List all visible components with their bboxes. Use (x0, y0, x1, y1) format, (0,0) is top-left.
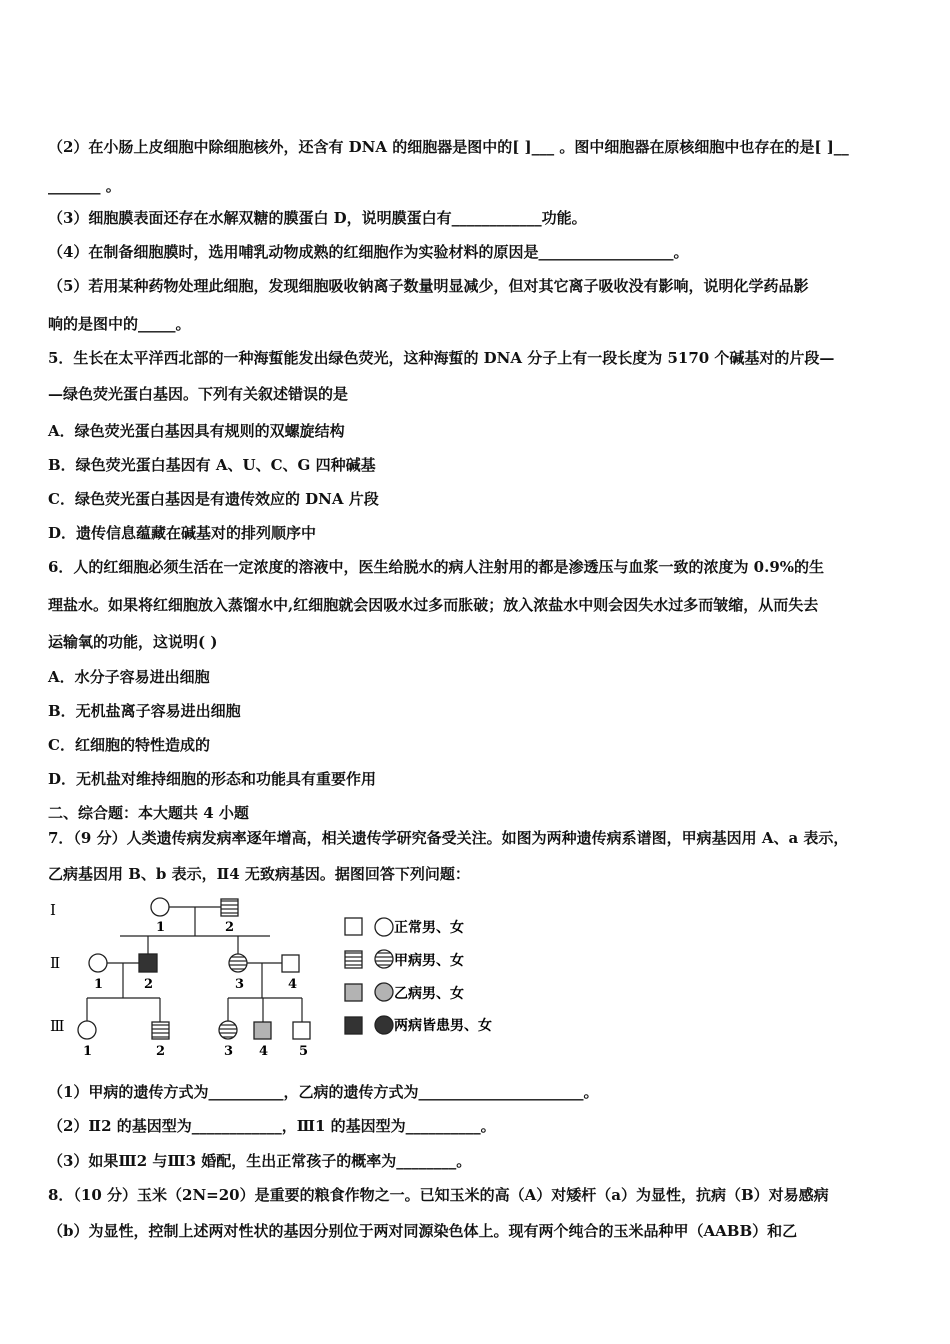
num-I-2: 2 (225, 920, 235, 935)
num-I-1: 1 (156, 920, 166, 935)
legend-normal-male (345, 918, 362, 935)
num-II-3: 3 (235, 977, 245, 992)
legend-both-female (375, 1016, 393, 1034)
q4-part2-line2: _______ 。 (48, 177, 121, 195)
q6-stem-line3: 运输氧的功能，这说明( ) (48, 633, 218, 651)
ind-III-4 (254, 1022, 271, 1039)
q6-stem-line2: 理盐水。如果将红细胞放入蒸馏水中,红细胞就会因吸水过多而胀破；放入浓盐水中则会因失水过多而皱缩，从而失去 (48, 596, 819, 614)
num-III-5: 5 (299, 1044, 309, 1059)
q4-part3: （3）细胞膜表面还存在水解双糖的膜蛋白 D，说明膜蛋白有____________功能。 (48, 209, 587, 227)
q4-part2-line1: （2）在小肠上皮细胞中除细胞核外，还含有 DNA 的细胞器是图中的[ ]___ 。图中细胞器在原核细胞中也存在的是[ ]__ (48, 138, 849, 156)
section-heading: 二、综合题：本大题共 4 小题 (48, 804, 249, 822)
ind-II-2 (139, 954, 157, 972)
legend-disease-b-female (375, 983, 393, 1001)
q7-question-2: （2）Ⅱ2 的基因型为____________，Ⅲ1 的基因型为__________。 (48, 1117, 496, 1135)
num-III-1: 1 (83, 1044, 93, 1059)
q4-part5-line2: 响的是图中的_____。 (48, 315, 191, 333)
ind-II-1 (89, 954, 107, 972)
legend-both-male (345, 1017, 362, 1034)
legend-disease-b-label: 乙病男、女 (394, 986, 464, 1002)
q5-stem-line2: —绿色荧光蛋白基因。下列有关叙述错误的是 (48, 385, 349, 403)
legend-disease-a-female (375, 950, 393, 968)
q7-stem-line1: 7．（9 分）人类遗传病发病率逐年增高，相关遗传学研究备受关注。如图为两种遗传病系谱图，甲病基因用 A、a 表示， (48, 829, 849, 847)
q8-stem-line1: 8．（10 分）玉米（2N=20）是重要的粮食作物之一。已知玉米的高（A）对矮杆（a）为显性，抗病（B）对易感病 (48, 1186, 829, 1204)
ind-III-5 (293, 1022, 310, 1039)
ind-I-1 (151, 898, 169, 916)
q5-option-a: A．绿色荧光蛋白基因具有规则的双螺旋结构 (48, 422, 345, 440)
num-II-2: 2 (144, 977, 154, 992)
legend-normal-label: 正常男、女 (394, 920, 464, 936)
q6-option-a: A．水分子容易进出细胞 (48, 668, 210, 686)
q6-option-b: B．无机盐离子容易进出细胞 (48, 702, 241, 720)
q6-option-d: D．无机盐对维持细胞的形态和功能具有重要作用 (48, 770, 377, 788)
num-III-4: 4 (259, 1044, 269, 1059)
legend-disease-a-male (345, 951, 362, 968)
gen-label-2: Ⅱ (50, 954, 61, 972)
gen-label-1: Ⅰ (50, 901, 56, 919)
legend-disease-a-label: 甲病男、女 (394, 953, 464, 969)
legend-disease-b-male (345, 984, 362, 1001)
legend-normal-female (375, 918, 393, 936)
q5-option-b: B．绿色荧光蛋白基因有 A、U、C、G 四种碱基 (48, 456, 376, 474)
num-II-1: 1 (94, 977, 104, 992)
q6-stem-line1: 6．人的红细胞必须生活在一定浓度的溶液中，医生给脱水的病人注射用的都是渗透压与血浆一致的浓度为 0.9%的生 (48, 558, 825, 576)
q7-question-3: （3）如果Ⅲ2 与Ⅲ3 婚配，生出正常孩子的概率为________。 (48, 1152, 472, 1170)
num-II-4: 4 (288, 977, 298, 992)
pedigree-diagram (40, 895, 560, 1065)
q4-part4: （4）在制备细胞膜时，选用哺乳动物成熟的红细胞作为实验材料的原因是__________________。 (48, 243, 689, 261)
q7-stem-line2: 乙病基因用 B、b 表示，Ⅱ4 无致病基因。据图回答下列问题： (48, 865, 470, 883)
q7-question-1: （1）甲病的遗传方式为__________，乙病的遗传方式为______________________。 (48, 1083, 599, 1101)
ind-I-2 (221, 899, 238, 916)
q5-option-c: C．绿色荧光蛋白基因是有遗传效应的 DNA 片段 (48, 490, 379, 508)
ind-III-3 (219, 1021, 237, 1039)
num-III-3: 3 (224, 1044, 234, 1059)
num-III-2: 2 (156, 1044, 166, 1059)
q5-option-d: D．遗传信息蕴藏在碱基对的排列顺序中 (48, 524, 317, 542)
q6-option-c: C．红细胞的特性造成的 (48, 736, 210, 754)
gen-label-3: Ⅲ (50, 1017, 65, 1035)
ind-II-3 (229, 954, 247, 972)
q8-stem-line2: （b）为显性，控制上述两对性状的基因分别位于两对同源染色体上。现有两个纯合的玉米品种甲（AABB）和乙 (48, 1222, 798, 1240)
legend-both-label: 两病皆患男、女 (394, 1018, 492, 1034)
q5-stem-line1: 5．生长在太平洋西北部的一种海蜇能发出绿色荧光，这种海蜇的 DNA 分子上有一段长度为 5170 个碱基对的片段— (48, 349, 835, 367)
q4-part5-line1: （5）若用某种药物处理此细胞，发现细胞吸收钠离子数量明显减少，但对其它离子吸收没有影响，说明化学药品影 (48, 277, 809, 295)
ind-II-4 (282, 955, 299, 972)
ind-III-1 (78, 1021, 96, 1039)
ind-III-2 (152, 1022, 169, 1039)
